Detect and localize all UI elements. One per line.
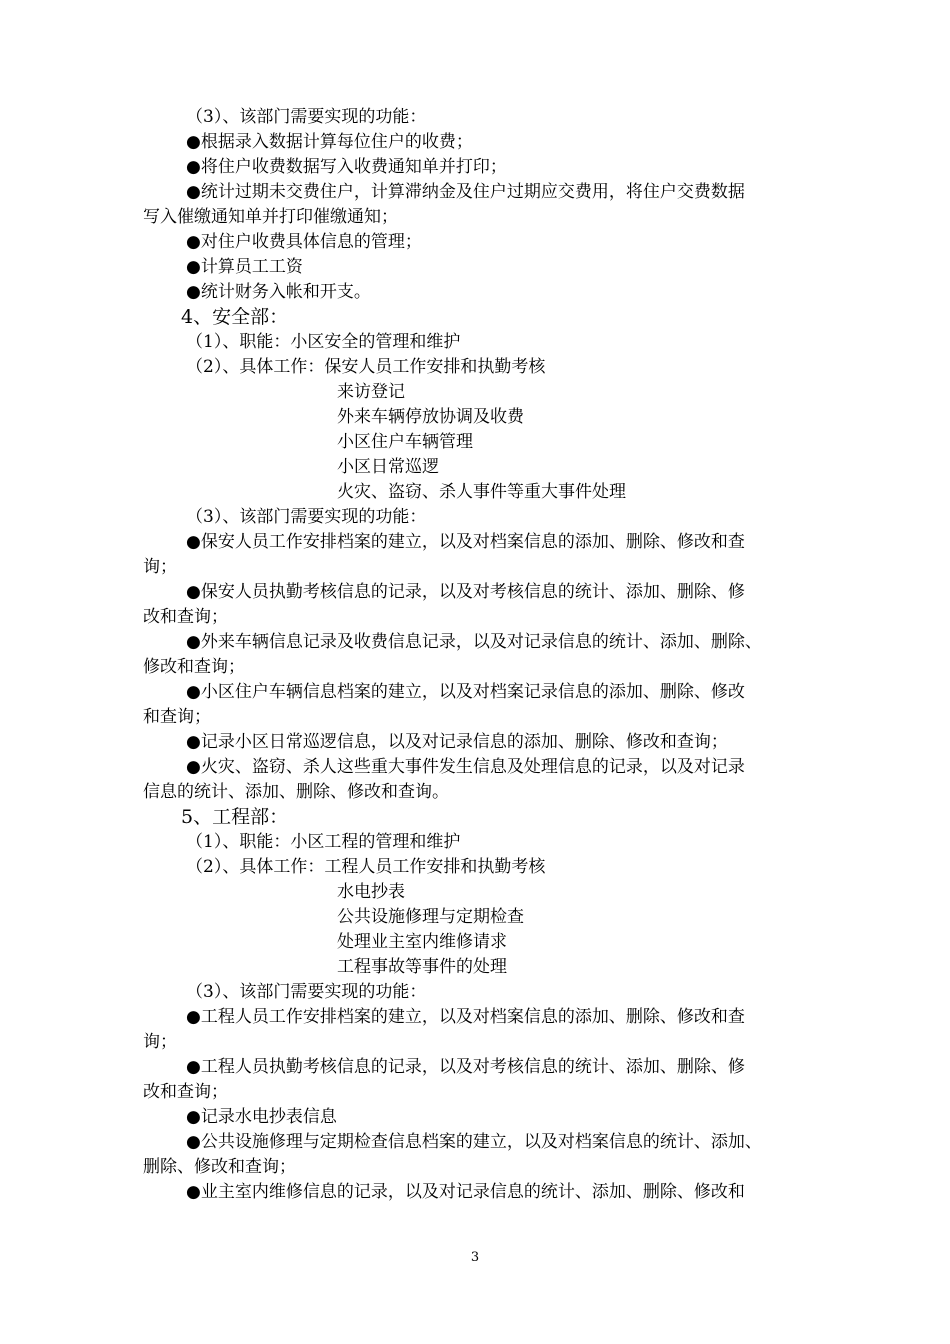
text-line: ●计算员工工资 [186,257,303,277]
text-line: ●将住户收费数据写入收费通知单并打印； [186,157,507,177]
text-line: 水电抄表 [337,882,405,902]
text-line: ●小区住户车辆信息档案的建立，以及对档案记录信息的添加、删除、修改 [186,682,745,702]
text-line: 来访登记 [337,382,405,402]
text-line: （2）、具体工作：工程人员工作安排和执勤考核 [186,857,546,877]
text-line: 火灾、盗窃、杀人事件等重大事件处理 [337,482,626,502]
text-line: 小区日常巡逻 [337,457,439,477]
text-line: ●业主室内维修信息的记录，以及对记录信息的统计、添加、删除、修改和 [186,1182,745,1202]
text-line: （1）、职能：小区安全的管理和维护 [186,332,461,352]
text-line: ●对住户收费具体信息的管理； [186,232,422,252]
text-line: （3）、该部门需要实现的功能： [186,982,427,1002]
text-line: ●公共设施修理与定期检查信息档案的建立，以及对档案信息的统计、添加、 [186,1132,762,1152]
text-line: 信息的统计、添加、删除、修改和查询。 [143,782,449,802]
text-line: 小区住户车辆管理 [337,432,473,452]
text-line: ●保安人员执勤考核信息的记录，以及对考核信息的统计、添加、删除、修 [186,582,745,602]
text-line: 工程事故等事件的处理 [337,957,507,977]
text-line: ●保安人员工作安排档案的建立，以及对档案信息的添加、删除、修改和查 [186,532,745,552]
text-line: ●火灾、盗窃、杀人这些重大事件发生信息及处理信息的记录，以及对记录 [186,757,745,777]
page-number: 3 [470,1250,480,1265]
text-line: 询； [143,557,177,577]
section-heading: 4、安全部： [181,306,289,328]
text-line: ●工程人员执勤考核信息的记录，以及对考核信息的统计、添加、删除、修 [186,1057,745,1077]
text-line: 处理业主室内维修请求 [337,932,507,952]
text-line: 写入催缴通知单并打印催缴通知； [143,207,398,227]
text-line: ●记录小区日常巡逻信息，以及对记录信息的添加、删除、修改和查询； [186,732,728,752]
text-line: （3）、该部门需要实现的功能： [186,507,427,527]
text-line: 和查询； [143,707,211,727]
text-line: ●工程人员工作安排档案的建立，以及对档案信息的添加、删除、修改和查 [186,1007,745,1027]
text-line: 改和查询； [143,607,228,627]
text-line: ●记录水电抄表信息 [186,1107,337,1127]
text-line: ●统计过期未交费住户，计算滞纳金及住户过期应交费用，将住户交费数据 [186,182,745,202]
text-line: 改和查询； [143,1082,228,1102]
text-line: 修改和查询； [143,657,245,677]
text-line: ●外来车辆信息记录及收费信息记录，以及对记录信息的统计、添加、删除、 [186,632,762,652]
text-line: 公共设施修理与定期检查 [337,907,524,927]
text-line: 外来车辆停放协调及收费 [337,407,524,427]
text-line: 删除、修改和查询； [143,1157,296,1177]
text-line: （2）、具体工作：保安人员工作安排和执勤考核 [186,357,546,377]
text-line: ●根据录入数据计算每位住户的收费； [186,132,473,152]
text-line: （1）、职能：小区工程的管理和维护 [186,832,461,852]
text-line: （3）、该部门需要实现的功能： [186,107,427,127]
text-line: 询； [143,1032,177,1052]
section-heading: 5、工程部： [181,806,289,828]
text-line: ●统计财务入帐和开支。 [186,282,371,302]
